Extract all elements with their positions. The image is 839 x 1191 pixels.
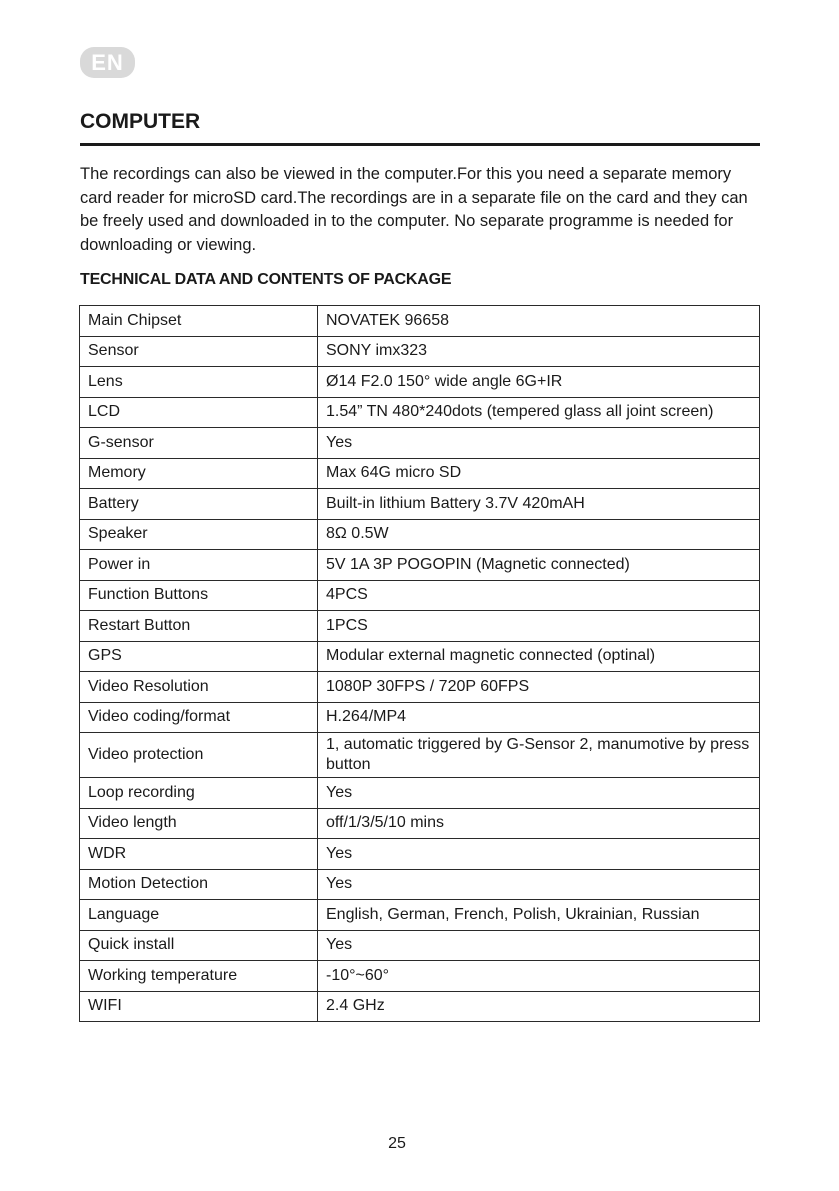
table-row <box>80 611 760 642</box>
spec-value: Yes <box>318 778 760 809</box>
title-divider <box>80 143 760 146</box>
spec-value: Max 64G micro SD <box>318 458 760 489</box>
spec-value: 5V 1A 3P POGOPIN (Magnetic connected) <box>318 550 760 581</box>
table-row <box>80 428 760 459</box>
spec-value: Yes <box>318 428 760 459</box>
table-row <box>80 733 760 778</box>
table-row <box>80 550 760 581</box>
table-row <box>80 702 760 733</box>
table-row <box>80 580 760 611</box>
table-row <box>80 641 760 672</box>
spec-value: Modular external magnetic connected (optinal) <box>318 641 760 672</box>
spec-label: Loop recording <box>80 778 318 809</box>
table-row <box>80 900 760 931</box>
table-row <box>80 778 760 809</box>
spec-label: Function Buttons <box>80 580 318 611</box>
table-row <box>80 808 760 839</box>
spec-value: 1, automatic triggered by G-Sensor 2, manumotive by press button <box>318 733 760 778</box>
spec-label: Battery <box>80 489 318 520</box>
table-row <box>80 869 760 900</box>
spec-label: Quick install <box>80 930 318 961</box>
spec-value: Built-in lithium Battery 3.7V 420mAH <box>318 489 760 520</box>
spec-label: Memory <box>80 458 318 489</box>
spec-label: Lens <box>80 367 318 398</box>
spec-label: Video length <box>80 808 318 839</box>
spec-label: Power in <box>80 550 318 581</box>
spec-label: G-sensor <box>80 428 318 459</box>
intro-paragraph: The recordings can also be viewed in the computer.For this you need a separate memory card reader for microSD card.The recordings are in a separate file on the card and they can be freely used and downloaded in to the computer. No separate programme is needed for downloading or viewing. <box>80 165 748 254</box>
specs-table-body <box>80 306 760 1022</box>
table-row <box>80 961 760 992</box>
spec-label: Video Resolution <box>80 672 318 703</box>
table-row <box>80 336 760 367</box>
table-row <box>80 991 760 1022</box>
spec-value: Yes <box>318 839 760 870</box>
spec-label: Speaker <box>80 519 318 550</box>
specs-table <box>79 305 760 1022</box>
spec-label: Motion Detection <box>80 869 318 900</box>
spec-value: H.264/MP4 <box>318 702 760 733</box>
table-row <box>80 930 760 961</box>
spec-value: 1PCS <box>318 611 760 642</box>
spec-value: 4PCS <box>318 580 760 611</box>
spec-label: GPS <box>80 641 318 672</box>
spec-value: Ø14 F2.0 150° wide angle 6G+IR <box>318 367 760 398</box>
table-row <box>80 367 760 398</box>
spec-label: WIFI <box>80 991 318 1022</box>
language-badge: EN <box>80 47 135 78</box>
page-number: 25 <box>388 1135 406 1152</box>
spec-label: LCD <box>80 397 318 428</box>
spec-value: Yes <box>318 930 760 961</box>
spec-value: 2.4 GHz <box>318 991 760 1022</box>
table-row <box>80 306 760 337</box>
spec-value: SONY imx323 <box>318 336 760 367</box>
spec-value: 1080P 30FPS / 720P 60FPS <box>318 672 760 703</box>
spec-label: Language <box>80 900 318 931</box>
spec-value: 8Ω 0.5W <box>318 519 760 550</box>
table-row <box>80 672 760 703</box>
spec-label: Video protection <box>80 733 318 778</box>
spec-value: NOVATEK 96658 <box>318 306 760 337</box>
spec-label: Sensor <box>80 336 318 367</box>
spec-value: English, German, French, Polish, Ukrainian, Russian <box>318 900 760 931</box>
table-row <box>80 397 760 428</box>
spec-label: Main Chipset <box>80 306 318 337</box>
spec-value: Yes <box>318 869 760 900</box>
table-row <box>80 458 760 489</box>
spec-value: 1.54” TN 480*240dots (tempered glass all joint screen) <box>318 397 760 428</box>
table-row <box>80 519 760 550</box>
table-row <box>80 489 760 520</box>
spec-value: off/1/3/5/10 mins <box>318 808 760 839</box>
subsection-title: TECHNICAL DATA AND CONTENTS OF PACKAGE <box>80 271 452 288</box>
spec-label: Restart Button <box>80 611 318 642</box>
spec-label: Video coding/format <box>80 702 318 733</box>
table-row <box>80 839 760 870</box>
spec-label: Working temperature <box>80 961 318 992</box>
spec-value: -10°~60° <box>318 961 760 992</box>
section-title: COMPUTER <box>80 110 201 133</box>
spec-label: WDR <box>80 839 318 870</box>
